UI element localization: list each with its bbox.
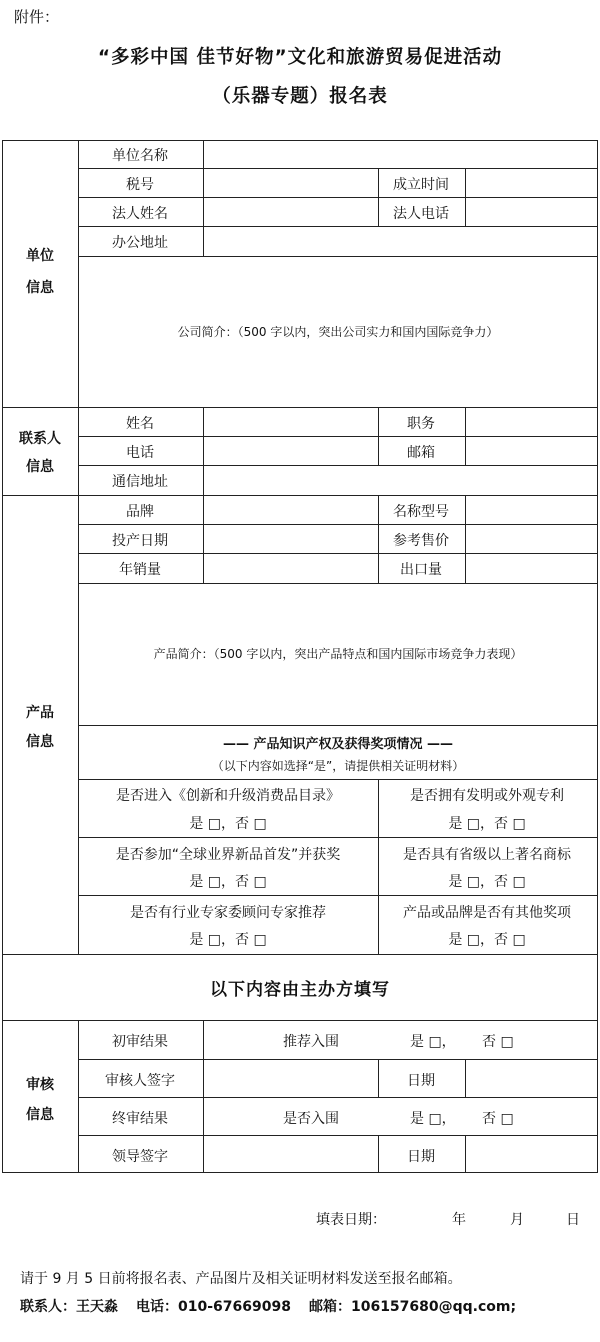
- review-date-label: 日期: [407, 1073, 435, 1089]
- contact-email-label: 邮箱: [407, 445, 435, 461]
- export-volume-label: 出口量: [400, 562, 442, 578]
- contact-line: [20, 1296, 516, 1316]
- review-section-label-1: 审核: [26, 1077, 54, 1093]
- footer-phone-label: 电话：: [136, 1299, 178, 1315]
- founded-field[interactable]: [466, 169, 597, 197]
- unit-section-label-2: 信息: [26, 280, 54, 296]
- founded-label: 成立时间: [393, 177, 449, 193]
- organizer-banner: 以下内容由主办方填写: [210, 980, 390, 1000]
- final-yes-checkbox[interactable]: 是 □，: [410, 1111, 456, 1127]
- reviewer-sign-label: 审核人签字: [105, 1073, 175, 1089]
- fill-date-label: 填表日期：: [316, 1212, 386, 1228]
- q3-yes-no-checkbox[interactable]: 是 □，否 □: [189, 874, 267, 890]
- form-title-line1: “多彩中国 佳节好物”文化和旅游贸易促进活动: [97, 47, 503, 68]
- brand-label: 品牌: [126, 504, 154, 520]
- product-intro-field[interactable]: [79, 584, 597, 725]
- leader-sign-field[interactable]: [204, 1136, 378, 1172]
- q4-yes-no-checkbox[interactable]: 是 □，否 □: [448, 874, 526, 890]
- legal-name-label: 法人姓名: [112, 206, 168, 222]
- launch-date-label: 投产日期: [112, 533, 168, 549]
- contact-address-field[interactable]: [204, 466, 597, 495]
- contact-name-label: 姓名: [126, 416, 154, 432]
- footer-contact-name: 王天淼: [76, 1299, 118, 1315]
- q2-patent: 是否拥有发明或外观专利: [410, 788, 564, 804]
- q2-yes-no-checkbox[interactable]: 是 □，否 □: [448, 816, 526, 832]
- brand-field[interactable]: [204, 496, 378, 524]
- shortlisted-label: 是否入围: [283, 1111, 339, 1127]
- ref-price-field[interactable]: [466, 525, 597, 553]
- leader-sign-label: 领导签字: [112, 1149, 168, 1165]
- final-no-checkbox[interactable]: 否 □: [482, 1111, 514, 1127]
- launch-date-field[interactable]: [204, 525, 378, 553]
- office-address-field[interactable]: [204, 227, 597, 256]
- q5-expert-recommendation: 是否有行业专家委顾问专家推荐: [130, 905, 326, 921]
- ip-heading: —— 产品知识产权及获得奖项情况 ——: [222, 737, 454, 752]
- submission-instruction: 请于 9 月 5 日前将报名表、产品图片及相关证明材料发送至报名邮箱。: [20, 1271, 462, 1287]
- tax-id-label: 税号: [126, 177, 154, 193]
- contact-phone-field[interactable]: [204, 437, 378, 465]
- footer-contact-label: 联系人：: [20, 1299, 76, 1315]
- product-intro-prompt: 产品简介：（500 字以内，突出产品特点和国内国际市场竞争力表现）: [153, 647, 523, 661]
- footer-email[interactable]: 106157680@qq.com;: [350, 1299, 517, 1315]
- contact-phone-label: 电话: [126, 445, 154, 461]
- unit-section-label-1: 单位: [26, 248, 54, 264]
- fill-date-day: 日: [566, 1212, 580, 1228]
- unit-name-label: 单位名称: [112, 148, 168, 164]
- q6-other-awards: 产品或品牌是否有其他奖项: [403, 905, 571, 921]
- product-section-label-1: 产品: [26, 705, 54, 721]
- company-intro-prompt: 公司简介：（500 字以内，突出公司实力和国内国际竞争力）: [177, 325, 499, 339]
- q1-yes-no-checkbox[interactable]: 是 □，否 □: [189, 816, 267, 832]
- q5-yes-no-checkbox[interactable]: 是 □，否 □: [189, 932, 267, 948]
- legal-phone-field[interactable]: [466, 198, 597, 226]
- q3-global-launch-award: 是否参加“全球业界新品首发”并获奖: [115, 847, 341, 863]
- initial-yes-checkbox[interactable]: 是 □，: [410, 1034, 456, 1050]
- contact-address-label: 通信地址: [112, 474, 168, 490]
- company-intro-field[interactable]: [79, 257, 597, 407]
- legal-phone-label: 法人电话: [393, 206, 449, 222]
- fill-date-month: 月: [510, 1212, 524, 1228]
- contact-email-field[interactable]: [466, 437, 597, 465]
- fill-date-year: 年: [452, 1212, 466, 1228]
- model-label: 名称型号: [393, 504, 449, 520]
- review-section-label-2: 信息: [26, 1107, 54, 1123]
- initial-result-label: 初审结果: [112, 1034, 168, 1050]
- reviewer-sign-field[interactable]: [204, 1060, 378, 1097]
- product-section-label-2: 信息: [26, 734, 54, 750]
- contact-position-field[interactable]: [466, 408, 597, 436]
- office-address-label: 办公地址: [112, 235, 168, 251]
- ip-note: （以下内容如选择“是”，请提供相关证明材料）: [211, 759, 465, 773]
- contact-position-label: 职务: [407, 416, 435, 432]
- model-field[interactable]: [466, 496, 597, 524]
- contact-name-field[interactable]: [204, 408, 378, 436]
- footer-email-label: 邮箱：: [308, 1299, 351, 1315]
- ref-price-label: 参考售价: [393, 533, 449, 549]
- final-result-label: 终审结果: [112, 1111, 168, 1127]
- review-date-field[interactable]: [466, 1060, 597, 1097]
- initial-no-checkbox[interactable]: 否 □: [482, 1034, 514, 1050]
- annual-sales-label: 年销量: [119, 562, 161, 578]
- leader-date-field[interactable]: [466, 1136, 597, 1172]
- attachment-label: 附件：: [14, 8, 60, 26]
- form-title-line2: （乐器专题）报名表: [212, 86, 388, 107]
- q4-famous-trademark: 是否具有省级以上著名商标: [403, 847, 571, 863]
- q6-yes-no-checkbox[interactable]: 是 □，否 □: [448, 932, 526, 948]
- q1-innovation-catalog: 是否进入《创新和升级消费品目录》: [116, 788, 340, 804]
- legal-name-field[interactable]: [204, 198, 378, 226]
- footer-phone: 010-67669098: [178, 1299, 291, 1315]
- annual-sales-field[interactable]: [204, 554, 378, 583]
- recommend-label: 推荐入围: [283, 1034, 339, 1050]
- export-volume-field[interactable]: [466, 554, 597, 583]
- tax-id-field[interactable]: [204, 169, 378, 197]
- contact-section-label-1: 联系人: [19, 431, 61, 447]
- leader-date-label: 日期: [407, 1149, 435, 1165]
- contact-section-label-2: 信息: [26, 459, 54, 475]
- unit-name-field[interactable]: [204, 141, 597, 168]
